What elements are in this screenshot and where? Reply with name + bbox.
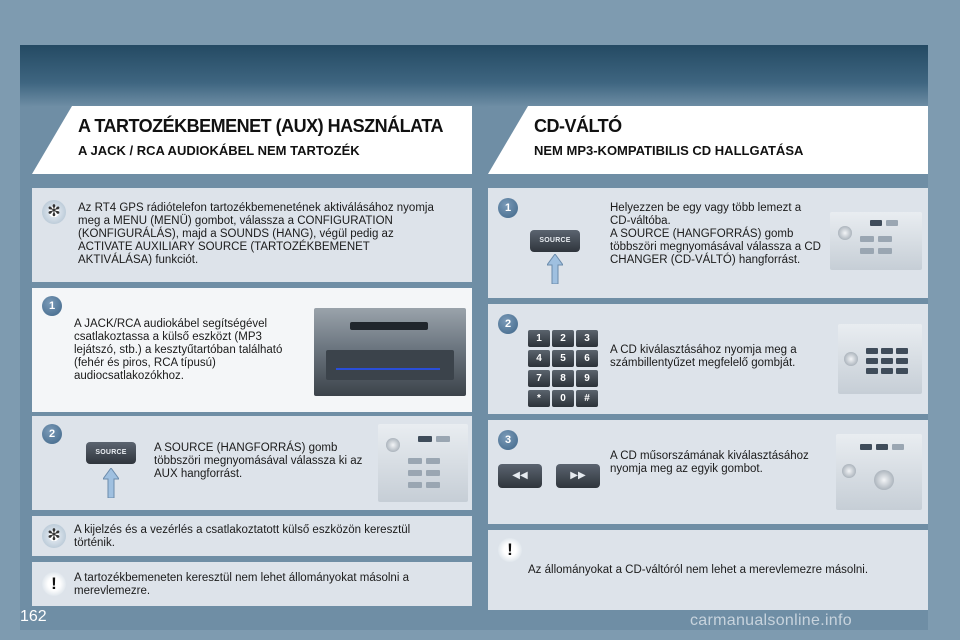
seek-forward-button[interactable]: ▶▶	[556, 464, 600, 488]
header-slant	[32, 106, 72, 174]
radio-button-highlight	[896, 348, 908, 354]
radio-button	[426, 470, 440, 476]
keypad-key[interactable]: 6	[576, 350, 598, 367]
sun-icon: ✻	[42, 524, 66, 548]
keypad-key[interactable]: 5	[552, 350, 574, 367]
keypad-key[interactable]: 0	[552, 390, 574, 407]
watermark: carmanualsonline.info	[690, 612, 852, 629]
radio-button-highlight	[881, 358, 893, 364]
radio-dial	[874, 470, 894, 490]
note-text: A kijelzés és a vezérlés a csatlakoztatott külső eszközön keresztül történik.	[74, 524, 411, 549]
right-subtitle: NEM MP3-KOMPATIBILIS CD HALLGATÁSA	[534, 143, 804, 158]
left-title: A TARTOZÉKBEMENET (AUX) HASZNÁLATA	[78, 116, 443, 136]
left-subtitle: A JACK / RCA AUDIOKÁBEL NEM TARTOZÉK	[78, 143, 360, 158]
header-slant	[488, 106, 528, 174]
step1-panel	[32, 288, 472, 412]
radio-button	[860, 236, 874, 242]
source-button[interactable]: SOURCE	[530, 230, 580, 252]
warning-text: A tartozékbemeneten keresztül nem lehet állományokat másolni a merevlemezre.	[74, 572, 409, 597]
tip-text: Az RT4 GPS rádiótelefon tartozékbemenetének aktiválásához nyomja meg a MENU (MENÜ) gombot, válassza a CONFIGURATION (KONFIGURÁLÁS), majd a SOUNDS (HANG), végül pedig az ACTIVATE AUXILIARY SOURCE (TARTOZÉKBEMENET AKTIVÁLÁSA) funkciót.	[78, 202, 434, 266]
radio-button	[426, 458, 440, 464]
arrow-up-icon	[103, 468, 119, 498]
right-title: CD-VÁLTÓ	[534, 116, 622, 136]
keypad-key[interactable]: 4	[528, 350, 550, 367]
warning-panel	[32, 562, 472, 606]
radio-button-highlight	[896, 358, 908, 364]
radio-unit-image	[830, 212, 922, 270]
step-number-badge: 1	[42, 296, 62, 316]
cd-warning-panel	[488, 530, 928, 610]
radio-button	[878, 236, 892, 242]
source-button[interactable]: SOURCE	[86, 442, 136, 464]
radio-knob	[386, 438, 400, 452]
keypad-key[interactable]: 8	[552, 370, 574, 387]
radio-button	[408, 458, 422, 464]
radio-button-highlight	[881, 368, 893, 374]
cd-warning-text: Az állományokat a CD-váltóról nem lehet a merevlemezre másolni.	[528, 564, 869, 576]
radio-button-highlight	[860, 444, 872, 450]
exclamation-icon: !	[42, 572, 66, 596]
radio-button-highlight	[866, 358, 878, 364]
radio-button	[436, 436, 450, 442]
cd-step1-text: Helyezzen be egy vagy több lemezt a CD-váltóba. A SOURCE (HANGFORRÁS) gomb többszöri megnyomásával válassza a CD CHANGER (CD-VÁLTÓ) hangforrást.	[610, 202, 821, 266]
radio-button-highlight	[866, 348, 878, 354]
radio-button	[426, 482, 440, 488]
radio-button-highlight	[881, 348, 893, 354]
keypad-key[interactable]: 7	[528, 370, 550, 387]
cd-step3-text: A CD műsorszámának kiválasztásához nyomja meg az egyik gombot.	[610, 450, 809, 475]
number-keypad	[528, 330, 598, 407]
radio-knob	[844, 352, 858, 366]
note-panel	[32, 516, 472, 556]
radio-button	[408, 470, 422, 476]
keypad-key[interactable]: 2	[552, 330, 574, 347]
cd-step2-text: A CD kiválasztásához nyomja meg a számbillentyűzet megfelelő gombját.	[610, 344, 797, 369]
step-number-badge: 2	[498, 314, 518, 334]
glovebox-photo	[314, 308, 466, 396]
radio-button	[860, 248, 874, 254]
step-number-badge: 2	[42, 424, 62, 444]
radio-button	[408, 482, 422, 488]
page-number: 162	[20, 608, 47, 625]
radio-button-highlight	[866, 368, 878, 374]
photo-glovebox	[326, 350, 454, 380]
top-band	[20, 45, 928, 107]
radio-button	[886, 220, 898, 226]
radio-button	[878, 248, 892, 254]
radio-button	[892, 444, 904, 450]
step-number-badge: 1	[498, 198, 518, 218]
radio-knob	[838, 226, 852, 240]
exclamation-icon: !	[498, 538, 522, 562]
keypad-key[interactable]: *	[528, 390, 550, 407]
radio-button-highlight	[418, 436, 432, 442]
step1-text: A JACK/RCA audiokábel segítségével csatlakoztassa a külső eszközt (MP3 lejátszó, stb.) a kesztyűtartóban található (fehér és piros, RCA típusú) audiocsatlakozókhoz.	[74, 318, 283, 382]
sun-icon: ✻	[42, 200, 66, 224]
cd-step2-panel	[488, 304, 928, 414]
keypad-key[interactable]: 1	[528, 330, 550, 347]
step2-text: A SOURCE (HANGFORRÁS) gomb többszöri megnyomásával válassza ki az AUX hangforrást.	[154, 442, 363, 480]
radio-button-highlight	[870, 220, 882, 226]
right-header	[488, 106, 928, 174]
radio-unit-image	[836, 434, 922, 510]
radio-button-highlight	[896, 368, 908, 374]
cd-step3-panel	[488, 420, 928, 524]
keypad-key[interactable]: 3	[576, 330, 598, 347]
radio-button-highlight	[876, 444, 888, 450]
seek-back-button[interactable]: ◀◀	[498, 464, 542, 488]
radio-unit-image	[378, 424, 468, 502]
cd-step1-panel	[488, 188, 928, 298]
arrow-up-icon	[547, 254, 563, 284]
photo-cable	[336, 368, 440, 370]
step-number-badge: 3	[498, 430, 518, 450]
step2-panel	[32, 416, 472, 510]
radio-unit-image	[838, 324, 922, 394]
keypad-key[interactable]: #	[576, 390, 598, 407]
left-header	[32, 106, 472, 174]
photo-slot	[350, 322, 428, 330]
keypad-key[interactable]: 9	[576, 370, 598, 387]
radio-knob	[842, 464, 856, 478]
tip-panel	[32, 188, 472, 282]
